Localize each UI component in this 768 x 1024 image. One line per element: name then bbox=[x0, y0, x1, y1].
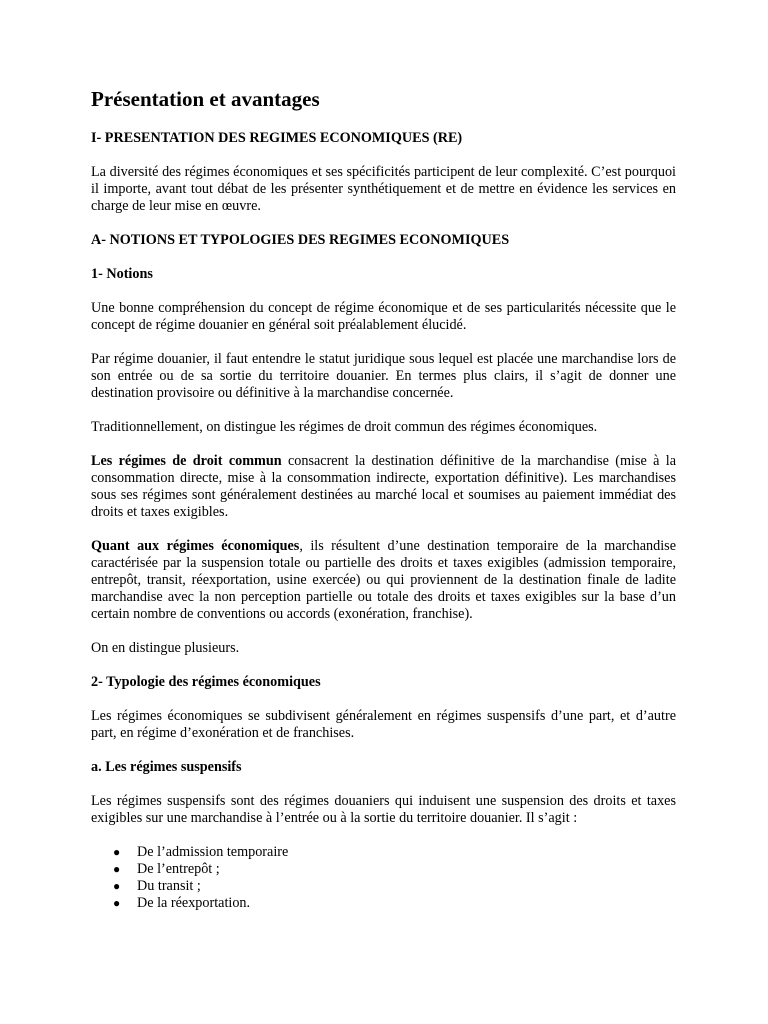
notions-paragraph-3: Traditionnellement, on distingue les régimes de droit commun des régimes économiques. bbox=[91, 419, 598, 435]
notions-paragraph-2: Par régime douanier, il faut entendre le statut juridique sous lequel est placée une marchandise lors de son entrée ou de sa sortie du territoire douanier. En termes plus clairs, il s’agit de donner une destination provisoire ou définitive à la marchandise concernée. bbox=[91, 351, 676, 401]
list-item bbox=[91, 878, 676, 895]
suspensifs-list bbox=[91, 844, 676, 912]
plusieurs-paragraph: On en distingue plusieurs. bbox=[91, 640, 240, 656]
regimes-economiques-paragraph bbox=[91, 538, 676, 623]
list-item-text: Du transit ; bbox=[137, 878, 201, 894]
document-title: Présentation et avantages bbox=[91, 87, 320, 111]
bullet-icon: ● bbox=[113, 845, 121, 859]
droit-commun-text: consacrent la destination définitive de la marchandise (mise à la consommation directe, mise à la consommation indirecte, exportation définitive). Les marchandises sous ses régimes sont généralement destinées au marché local et soumises au paiement immédiat des droits et taxes exigibles. bbox=[91, 453, 676, 520]
list-item bbox=[91, 861, 676, 878]
droit-commun-lead: Les régimes de droit commun bbox=[91, 453, 282, 469]
list-item bbox=[91, 844, 676, 861]
regimes-economiques-text: , ils résultent d’une destination temporaire de la marchandise caractérisée par la suspension totale ou partielle des droits et taxes exigibles (admission temporaire, entrepôt, transit, réexportation, usine exercée) ou qui proviennent de la destination finale de ladite marchandise avec la non perception partielle ou totale des droits et taxes exigibles sur la base d’un certain nombre de conventions ou accords (exonération, franchise). bbox=[91, 538, 677, 622]
suspensifs-paragraph: Les régimes suspensifs sont des régimes douaniers qui induisent une suspension des droits et taxes exigibles sur une marchandise à l’entrée ou à la sortie du territoire douanier. Il s’agit : bbox=[91, 793, 676, 826]
list-item-text: De l’entrepôt ; bbox=[137, 861, 220, 877]
list-item-text: De l’admission temporaire bbox=[137, 844, 289, 860]
section-a-heading: A- NOTIONS ET TYPOLOGIES DES REGIMES ECONOMIQUES bbox=[91, 232, 510, 248]
list-item bbox=[91, 895, 676, 912]
typologie-heading: 2- Typologie des régimes économiques bbox=[91, 674, 321, 690]
typologie-paragraph: Les régimes économiques se subdivisent généralement en régimes suspensifs d’une part, et d’autre part, en régime d’exonération et de franchises. bbox=[91, 708, 676, 741]
regimes-economiques-lead: Quant aux régimes économiques bbox=[91, 538, 300, 554]
intro-paragraph: La diversité des régimes économiques et ses spécificités participent de leur complexité. C’est pourquoi il importe, avant tout débat de les présenter synthétiquement et de mettre en évidence les services en charge de leur mise en œuvre. bbox=[91, 164, 676, 214]
bullet-icon: ● bbox=[113, 896, 121, 910]
notions-paragraph-1: Une bonne compréhension du concept de régime économique et de ses particularités nécessite que le concept de régime douanier en général soit préalablement élucidé. bbox=[91, 300, 676, 333]
notions-heading: 1- Notions bbox=[91, 266, 153, 282]
list-item-text: De la réexportation. bbox=[137, 895, 251, 911]
suspensifs-heading: a. Les régimes suspensifs bbox=[91, 759, 242, 775]
bullet-icon: ● bbox=[113, 879, 121, 893]
bullet-icon: ● bbox=[113, 862, 121, 876]
droit-commun-paragraph bbox=[91, 453, 676, 521]
section-i-heading: I- PRESENTATION DES REGIMES ECONOMIQUES (RE) bbox=[91, 130, 463, 146]
